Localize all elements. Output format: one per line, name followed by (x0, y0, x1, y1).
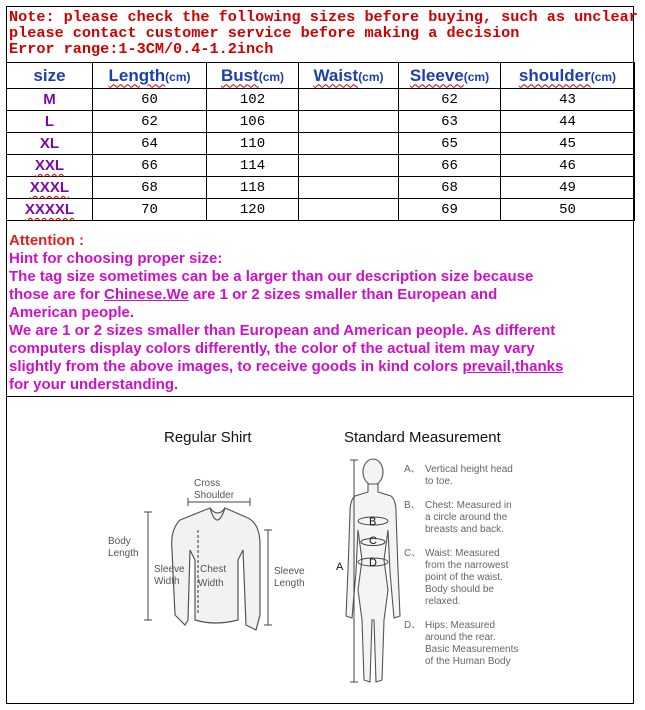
regular-shirt-title: Regular Shirt (164, 429, 252, 446)
attention-line-1: Hint for choosing proper size: (9, 250, 223, 267)
table-row (7, 133, 635, 155)
cell-bust: 114 (207, 155, 299, 177)
legend-a-text-1: Vertical height head (425, 464, 513, 475)
cell-size: XL (7, 133, 93, 155)
cell-length: 64 (93, 133, 207, 155)
col-header-length: Length(cm) (93, 63, 207, 89)
legend-a-label: A、 (404, 464, 421, 475)
cell-sleeve: 66 (399, 155, 501, 177)
cell-bust: 120 (207, 199, 299, 221)
legend-c-text-5: relaxed. (425, 596, 461, 607)
marker-b: B (369, 516, 377, 528)
cell-size: XXXXL (7, 199, 93, 221)
cell-waist (299, 199, 399, 221)
attention-line-7: slightly from the above images, to receive goods in kind colors prevail,thanks (9, 358, 564, 375)
cell-length: 62 (93, 111, 207, 133)
table-row (7, 177, 635, 199)
cell-bust: 106 (207, 111, 299, 133)
sleeve-width-label-1: Sleeve (154, 564, 185, 575)
cell-size: L (7, 111, 93, 133)
cell-bust: 118 (207, 177, 299, 199)
cell-length: 60 (93, 89, 207, 111)
note-line-2: please contact customer service before making a decision (9, 24, 520, 42)
sleeve-width-label-2: Width (154, 576, 180, 587)
marker-c: C (369, 535, 377, 547)
cell-waist (299, 111, 399, 133)
col-header-waist: Waist(cm) (299, 63, 399, 89)
size-chart-table (6, 62, 635, 221)
legend-b-text-2: a circle around the (425, 512, 508, 523)
cell-shoulder: 50 (501, 199, 635, 221)
cell-size: XXL (7, 155, 93, 177)
col-header-bust: Bust(cm) (207, 63, 299, 89)
cell-waist (299, 133, 399, 155)
cell-shoulder: 46 (501, 155, 635, 177)
cell-sleeve: 69 (399, 199, 501, 221)
cross-shoulder-label-2: Shoulder (194, 490, 235, 501)
section-divider (6, 396, 634, 397)
note-line-3: Error range:1-3CM/0.4-1.2inch (9, 40, 274, 58)
attention-line-3: those are for Chinese.We are 1 or 2 sizes smaller than European and (9, 286, 498, 303)
legend-d-text-1: Hips: Measured (425, 620, 496, 631)
table-row (7, 111, 635, 133)
table-row (7, 89, 635, 111)
cell-shoulder: 44 (501, 111, 635, 133)
legend-d-text-3: Basic Measurements (425, 644, 519, 655)
legend-a-text-2: to toe. (425, 476, 453, 487)
legend-d-text-4: of the Human Body (425, 656, 511, 667)
col-header-size: size (7, 63, 93, 89)
attention-section (9, 232, 631, 394)
legend-b-label: B、 (404, 500, 421, 511)
table-row (7, 155, 635, 177)
cell-sleeve: 63 (399, 111, 501, 133)
measurement-figure (100, 420, 540, 695)
col-header-shoulder: shoulder(cm) (501, 63, 635, 89)
standard-measurement-title: Standard Measurement (344, 429, 501, 446)
chest-width-label-1: Chest (200, 564, 227, 575)
legend-c-text-2: from the narrowest (425, 560, 509, 571)
legend-b-text-3: breasts and back. (425, 524, 504, 535)
cell-sleeve: 68 (399, 177, 501, 199)
body-length-label-2: Length (108, 548, 139, 559)
col-header-sleeve: Sleeve(cm) (399, 63, 501, 89)
cell-waist (299, 89, 399, 111)
cell-waist (299, 177, 399, 199)
attention-line-5: We are 1 or 2 sizes smaller than European and American people. As different (9, 322, 556, 339)
legend-c-text-4: Body should be (425, 584, 494, 595)
table-row (7, 199, 635, 221)
cell-length: 68 (93, 177, 207, 199)
legend-c-text-3: point of the waist. (425, 572, 503, 583)
legend-b-text-1: Chest: Measured in (425, 500, 512, 511)
cell-shoulder: 49 (501, 177, 635, 199)
note-line-1: Note: please check the following sizes before buying, such as unclear (9, 8, 638, 26)
cell-waist (299, 155, 399, 177)
cell-length: 66 (93, 155, 207, 177)
cell-sleeve: 65 (399, 133, 501, 155)
cross-shoulder-label-1: Cross (194, 478, 221, 489)
attention-line-4: American people. (9, 304, 135, 321)
sleeve-length-label-1: Sleeve (274, 566, 305, 577)
legend-d-text-2: around the rear. (425, 632, 496, 643)
attention-line-6: computers display colors differently, the color of the actual item may vary (9, 340, 535, 357)
sleeve-length-label-2: Length (274, 578, 305, 589)
legend-d-label: D、 (404, 620, 422, 631)
cell-shoulder: 45 (501, 133, 635, 155)
cell-size: M (7, 89, 93, 111)
attention-line-2: The tag size sometimes can be a larger than our description size because (9, 268, 534, 285)
cell-shoulder: 43 (501, 89, 635, 111)
cell-length: 70 (93, 199, 207, 221)
table-header-row (7, 63, 635, 89)
legend-c-text-1: Waist: Measured (425, 548, 500, 559)
cell-sleeve: 62 (399, 89, 501, 111)
marker-d: D (369, 557, 377, 569)
cell-bust: 110 (207, 133, 299, 155)
body-length-label-1: Body (108, 536, 131, 547)
legend-c-label: C、 (404, 548, 422, 559)
cell-bust: 102 (207, 89, 299, 111)
note-text (9, 8, 638, 58)
attention-title: Attention : (9, 232, 84, 249)
attention-line-8: for your understanding. (9, 376, 179, 393)
chest-width-label-2: Width (198, 578, 224, 589)
marker-a: A (336, 561, 344, 573)
cell-size: XXXL (7, 177, 93, 199)
